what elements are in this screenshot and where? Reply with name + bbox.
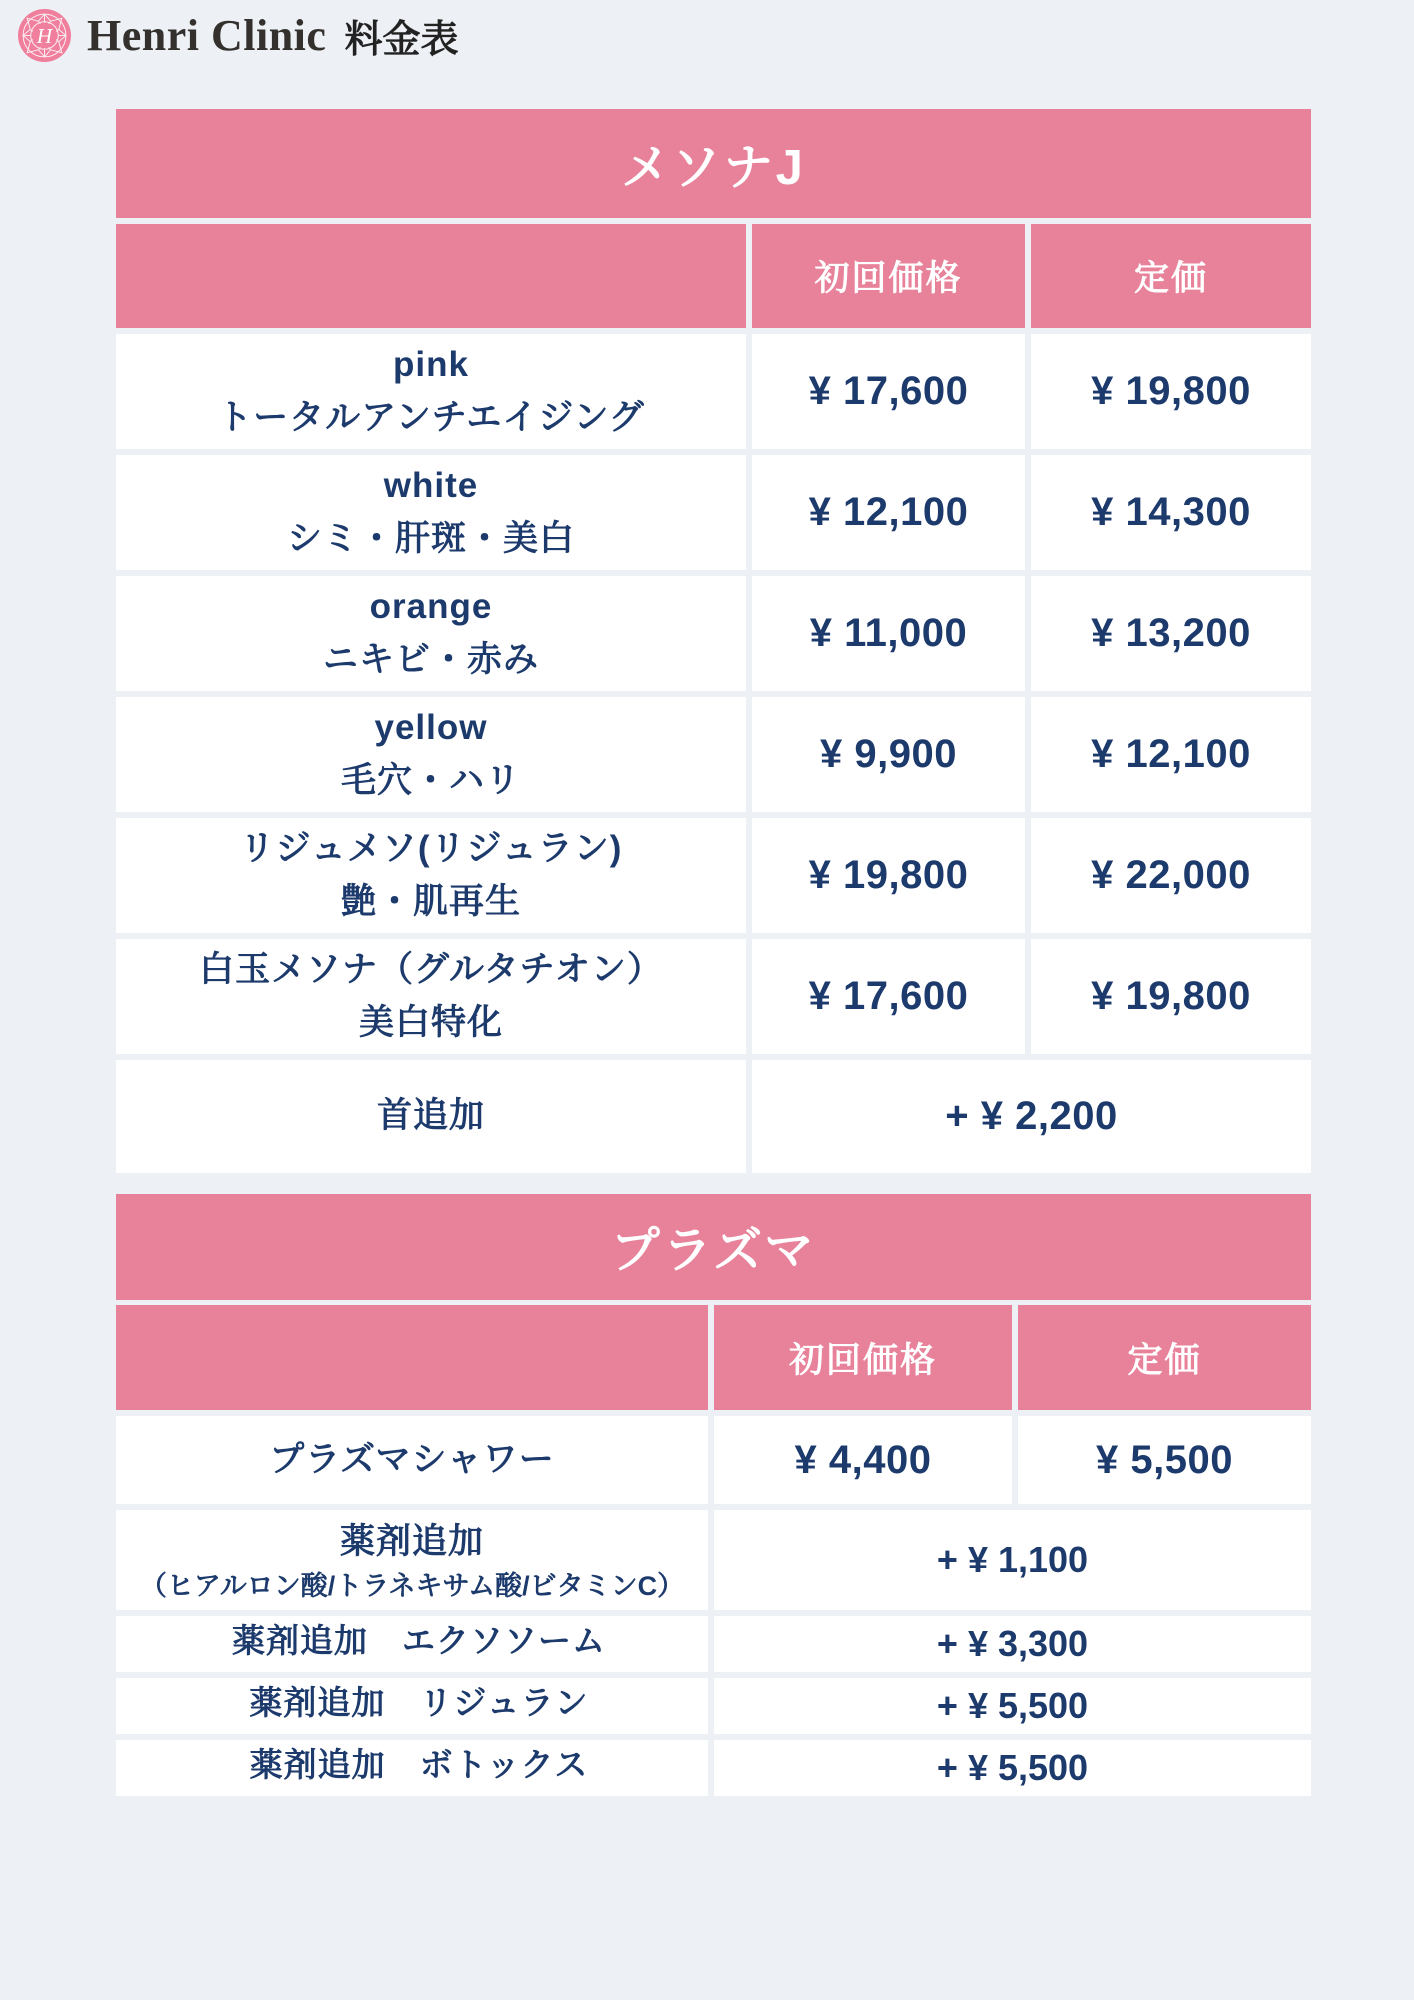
- svg-text:H: H: [36, 24, 53, 49]
- column-header-regular-price: 定価: [1031, 224, 1311, 328]
- treatment-name: [116, 1740, 708, 1796]
- regular-price: ¥ 12,100: [1031, 697, 1311, 812]
- treatment-title: プラズマシャワー: [269, 1439, 555, 1479]
- treatment-name: [116, 1416, 708, 1504]
- regular-price: ¥ 19,800: [1031, 939, 1311, 1054]
- column-header-empty: [116, 1305, 708, 1410]
- treatment-title: orange: [369, 587, 493, 626]
- treatment-title: リジュメソ(リジュラン): [239, 829, 623, 868]
- brand-suffix: 料金表: [344, 19, 459, 61]
- column-header-first-price: 初回価格: [752, 224, 1025, 328]
- plasma-grid: [116, 1305, 1311, 1796]
- brand-header: [0, 0, 1414, 62]
- treatment-title: 薬剤追加: [339, 1522, 484, 1562]
- first-price: ¥ 12,100: [752, 455, 1025, 570]
- treatment-title: yellow: [374, 708, 488, 747]
- first-price: ¥ 17,600: [752, 939, 1025, 1054]
- first-price: ¥ 9,900: [752, 697, 1025, 812]
- column-header-regular-price: 定価: [1018, 1305, 1311, 1410]
- brand-name: Henri Clinic: [87, 11, 327, 60]
- treatment-title: 首追加: [376, 1096, 485, 1136]
- treatment-title: 薬剤追加 リジュラン: [249, 1684, 589, 1721]
- treatment-title: pink: [393, 345, 469, 384]
- addon-price: + ¥ 5,500: [714, 1678, 1311, 1734]
- treatment-name: [116, 818, 746, 933]
- treatment-name: [116, 1616, 708, 1672]
- first-price: ¥ 4,400: [714, 1416, 1012, 1504]
- treatment-desc: シミ・肝斑・美白: [286, 518, 575, 558]
- treatment-name: [116, 697, 746, 812]
- first-price: ¥ 11,000: [752, 576, 1025, 691]
- treatment-title: 薬剤追加 ボトックス: [249, 1746, 589, 1783]
- treatment-title: 薬剤追加 エクソソーム: [232, 1622, 606, 1659]
- regular-price: ¥ 19,800: [1031, 334, 1311, 449]
- treatment-name: [116, 939, 746, 1054]
- treatment-name: [116, 576, 746, 691]
- treatment-desc: トータルアンチエイジング: [217, 397, 645, 437]
- regular-price: ¥ 13,200: [1031, 576, 1311, 691]
- treatment-desc: 美白特化: [358, 1002, 503, 1042]
- treatment-title: 白玉メソナ（グルタチオン）: [199, 950, 663, 989]
- addon-price: + ¥ 1,100: [714, 1510, 1311, 1610]
- treatment-name: [116, 1678, 708, 1734]
- treatment-title: white: [383, 466, 479, 505]
- plasma-table: [116, 1194, 1311, 1796]
- clinic-logo-icon: [18, 9, 71, 62]
- treatment-desc: 毛穴・ハリ: [340, 760, 521, 800]
- treatment-name: [116, 455, 746, 570]
- table-title: メソナJ: [116, 109, 1311, 218]
- addon-price: + ¥ 5,500: [714, 1740, 1311, 1796]
- mesona-j-table: [116, 109, 1311, 1173]
- treatment-desc: 艶・肌再生: [340, 881, 521, 921]
- regular-price: ¥ 22,000: [1031, 818, 1311, 933]
- first-price: ¥ 19,800: [752, 818, 1025, 933]
- addon-price: + ¥ 2,200: [752, 1060, 1311, 1173]
- treatment-desc: ニキビ・赤み: [322, 639, 539, 679]
- treatment-desc: （ヒアルロン酸/トラネキサム酸/ビタミンC）: [139, 1570, 685, 1601]
- regular-price: ¥ 5,500: [1018, 1416, 1311, 1504]
- addon-price: + ¥ 3,300: [714, 1616, 1311, 1672]
- mesona-j-grid: [116, 224, 1311, 1173]
- column-header-first-price: 初回価格: [714, 1305, 1012, 1410]
- treatment-name: [116, 334, 746, 449]
- treatment-name: [116, 1060, 746, 1173]
- table-title: プラズマ: [116, 1194, 1311, 1300]
- regular-price: ¥ 14,300: [1031, 455, 1311, 570]
- treatment-name: [116, 1510, 708, 1610]
- column-header-empty: [116, 224, 746, 328]
- first-price: ¥ 17,600: [752, 334, 1025, 449]
